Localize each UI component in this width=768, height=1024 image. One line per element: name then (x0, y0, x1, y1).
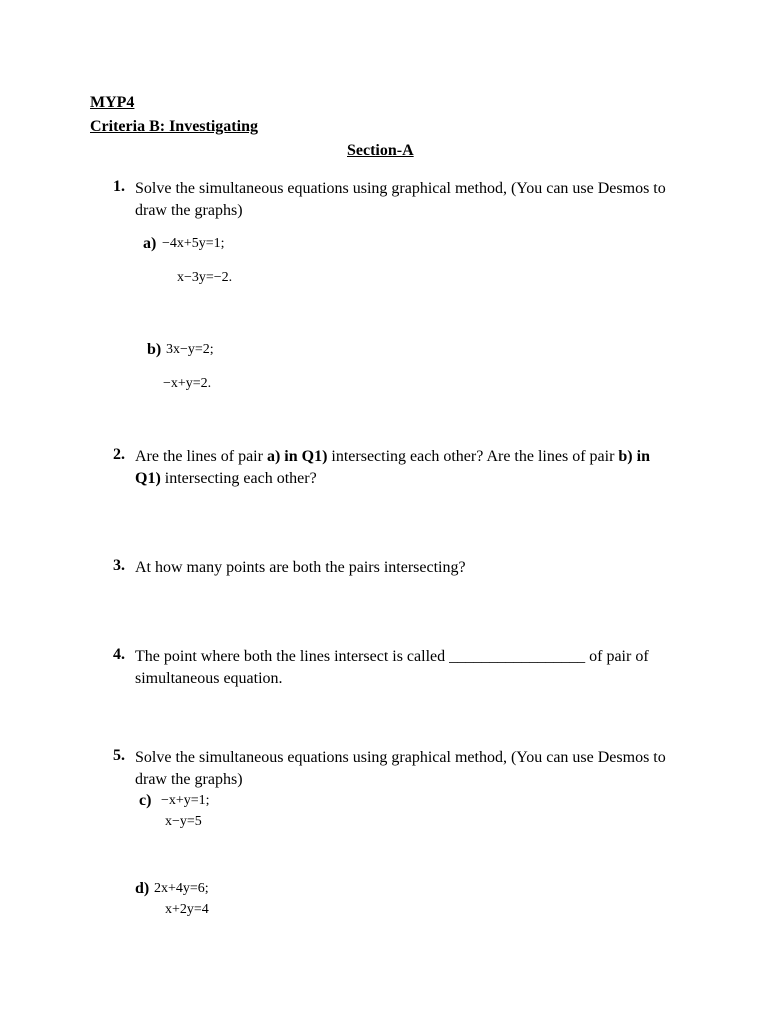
question-number-5: 5. (113, 747, 125, 764)
class-label: MYP4 (90, 94, 135, 111)
part-a-label: a) (143, 235, 157, 252)
question-text-1: Solve the simultaneous equations using graphical method, (You can use Desmos to draw the graphs) (135, 180, 666, 219)
equation-c1: −x+y=1; (161, 793, 210, 808)
part-b-label: b) (147, 341, 162, 358)
question-number-1: 1. (113, 178, 125, 195)
part-c-label: c) (139, 792, 152, 809)
equation-d2: x+2y=4 (165, 902, 209, 917)
equation-b2: −x+y=2. (163, 376, 212, 391)
question-text-2 (135, 446, 675, 490)
equation-a2: x−3y=−2. (177, 270, 233, 285)
equation-b1: 3x−y=2; (166, 342, 214, 357)
q2-bold-ref-b: b) in Q1) (135, 448, 650, 487)
equation-d1: 2x+4y=6; (154, 881, 209, 896)
equation-a1: −4x+5y=1; (162, 236, 225, 251)
section-title: Section-A (347, 142, 414, 159)
criteria-label: Criteria B: Investigating (90, 118, 258, 135)
q2-text-part2: intersecting each other? Are the lines of pair (327, 448, 619, 465)
question-text-4: The point where both the lines intersect is called _________________ of pair of simultaneous equation. (135, 648, 649, 687)
question-number-2: 2. (113, 446, 125, 463)
equation-c2: x−y=5 (165, 814, 202, 829)
q2-bold-ref-a: a) in Q1) (266, 448, 328, 465)
question-text-3: At how many points are both the pairs intersecting? (135, 559, 466, 576)
q2-text-part3: intersecting each other? (160, 470, 317, 487)
question-number-3: 3. (113, 557, 125, 574)
q2-text-part1: Are the lines of pair (135, 448, 267, 465)
part-d-label: d) (135, 880, 150, 897)
question-text-5: Solve the simultaneous equations using graphical method, (You can use Desmos to draw the graphs) (135, 749, 666, 788)
question-number-4: 4. (113, 646, 125, 663)
